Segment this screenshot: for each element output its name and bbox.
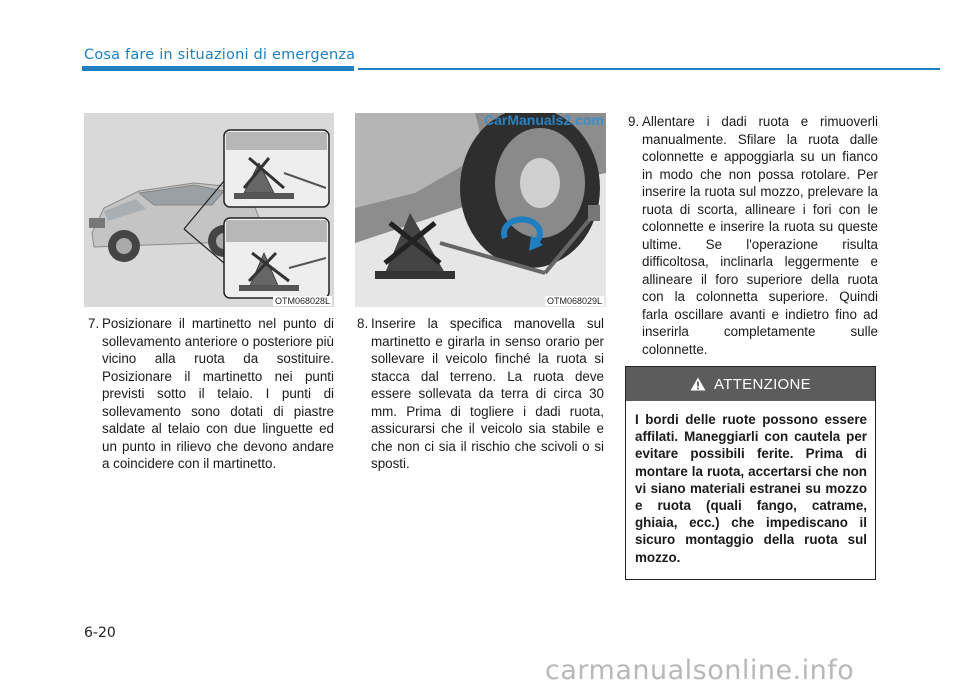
step-7 (88, 315, 334, 473)
figure-caption: OTM068028L (274, 296, 330, 306)
step-number: 9. (628, 114, 640, 129)
step-9 (628, 113, 878, 358)
step-8 (357, 315, 604, 473)
warning-text: I bordi delle ruote possono essere affilati. Maneggiarli con cautela per evitare possibili ferite. Prima di montare la ruota, accertarsi che non vi siano materiali estranei su mozzo e ruota (quali fango, catrame, ghiaia, ecc.) che impediscano il sicuro montaggio della ruota sul mozzo. (635, 412, 867, 565)
step-text: Allentare i dadi ruota e rimuoverli manualmente. Sfilare la ruota dalle colonnette e appoggiarla su un fianco in modo che non possa rotolare. Per inserire la ruota sul mozzo, prelevare la ruota di scorta, allineare i fori con le colonnette e inserire la ruota su queste ultime. Se l'operazione risulta difficoltosa, inclinarla leggermente e allineare il foro superiore della ruota con la colonnetta superiore. Quindi farla oscillare avanti e indietro fino ad inserirla completamente sulle colonnette. (642, 114, 878, 357)
step-text: Inserire la specifica manovella sul martinetto e girarla in senso orario per sollevare il veicolo finché la ruota si stacca dal terreno. La ruota deve essere sollevata da terra di circa 30 mm. Prima di togliere i dadi ruota, assicurarsi che il veicolo sia stabile e che non ci sia il rischio che scivoli o si sposti. (371, 316, 604, 471)
figure-jack-points (84, 113, 334, 307)
jack-handle-rotation-illustration (355, 113, 606, 307)
section-title: Cosa fare in situazioni di emergenza (84, 47, 356, 63)
header-rule-thick (82, 66, 354, 71)
step-number: 7. (88, 316, 100, 331)
warning-triangle-icon (690, 377, 706, 391)
car-jack-points-illustration (84, 113, 334, 307)
watermark-text: CarManuals2.com (484, 112, 604, 128)
footer-watermark: carmanualsonline.info (545, 655, 855, 686)
warning-header (626, 367, 875, 401)
step-number: 8. (357, 316, 369, 331)
figure-caption: OTM068029L (546, 296, 602, 306)
warning-title: ATTENZIONE (714, 375, 811, 393)
figure-jack-handle (355, 113, 606, 307)
header-rule-thin (358, 68, 940, 70)
warning-box (625, 366, 876, 580)
step-text: Posizionare il martinetto nel punto di sollevamento anteriore o posteriore più vicino alla ruota da sostituire. Posizionare il martinetto nei punti previsti sotto il telaio. I punti di sollevamento sono dotati di piastre saldate al telaio con due linguette ed un punto in rilievo che devono andare a coincidere con il martinetto. (102, 316, 334, 471)
page-number: 6-20 (84, 625, 116, 641)
